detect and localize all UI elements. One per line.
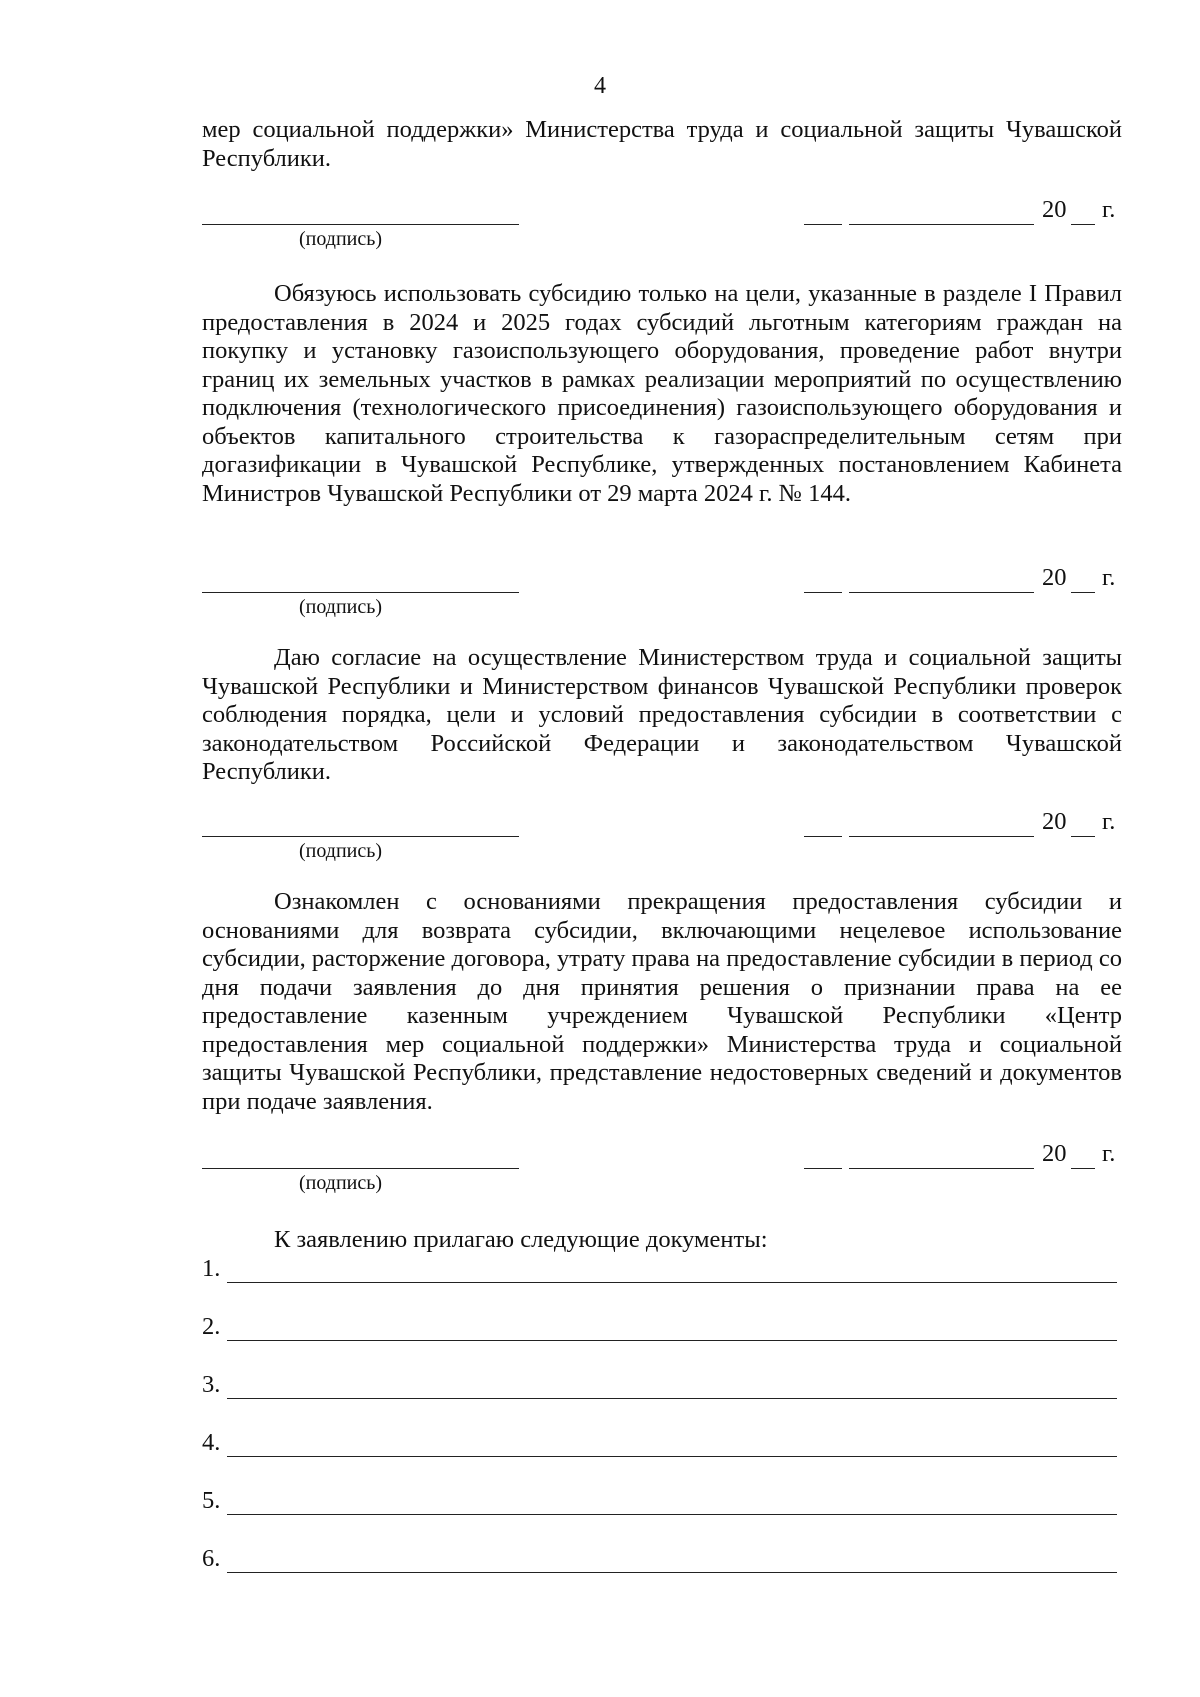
attachment-number: 3. [202,1371,221,1398]
signature-date-block-4 [202,1138,1122,1194]
attachment-item [202,1255,1117,1287]
attachment-line [227,1572,1117,1573]
date-day-line [804,1168,842,1169]
signature-caption: (подпись) [299,1172,383,1194]
date-day-line [804,836,842,837]
signature-date-block-1 [202,194,1122,250]
attachment-item [202,1487,1117,1519]
paragraph-continuation: мер социальной поддержки» Министерства труда и социальной защиты Чувашской Республики. [202,116,1122,172]
date-month-line [849,1168,1034,1169]
signature-date-block-2 [202,562,1122,618]
attachment-number: 1. [202,1255,221,1282]
date-year-suffix: г. [1102,808,1116,835]
date-day-line [804,592,842,593]
signature-caption: (подпись) [299,228,383,250]
date-year-prefix: 20 [1042,196,1067,223]
page-number: 4 [594,73,606,99]
signature-line [202,224,519,225]
attachment-number: 5. [202,1487,221,1514]
attachment-item [202,1371,1117,1403]
date-year-suffix: г. [1102,564,1116,591]
signature-caption: (подпись) [299,596,383,618]
paragraph-acknowledgement: Ознакомлен с основаниями прекращения предоставления субсидии и основаниями для возврата субсидии, включающими нецелевое использование субсидии, расторжение договора, утрату права на предоставление субсидии в период со дня подачи заявления до дня принятия решения о признании права на ее предоставление казенным учреждением Чувашской Республики «Центр предоставления мер социальной поддержки» Министерства труда и социальной защиты Чувашской Республики, представление недостоверных сведений и документов при подаче заявления. [202,888,1122,1115]
date-month-line [849,836,1034,837]
attachment-number: 2. [202,1313,221,1340]
attachments-heading: К заявлению прилагаю следующие документы: [274,1226,768,1253]
date-year-prefix: 20 [1042,1140,1067,1167]
attachment-line [227,1456,1117,1457]
date-month-line [849,224,1034,225]
signature-line [202,836,519,837]
date-year-line [1071,224,1095,225]
signature-line [202,592,519,593]
attachment-line [227,1282,1117,1283]
date-year-line [1071,836,1095,837]
date-year-line [1071,592,1095,593]
date-day-line [804,224,842,225]
attachment-item [202,1429,1117,1461]
date-year-line [1071,1168,1095,1169]
date-year-prefix: 20 [1042,808,1067,835]
date-month-line [849,592,1034,593]
attachment-item [202,1545,1117,1577]
signature-caption: (подпись) [299,840,383,862]
attachment-line [227,1398,1117,1399]
signature-date-block-3 [202,806,1122,862]
attachment-number: 4. [202,1429,221,1456]
date-year-suffix: г. [1102,1140,1116,1167]
attachment-line [227,1340,1117,1341]
date-year-prefix: 20 [1042,564,1067,591]
attachment-number: 6. [202,1545,221,1572]
paragraph-commitment: Обязуюсь использовать субсидию только на цели, указанные в разделе I Правил предоставления в 2024 и 2025 годах субсидий льготным категориям граждан на покупку и установку газоиспользующего оборудования, проведение работ внутри границ их земельных участков в рамках реализации мероприятий по осуществлению подключения (технологического присоединения) газоиспользующего оборудования и объектов капитального строительства к газораспределительным сетям при догазификации в Чувашской Республике, утвержденных постановлением Кабинета Министров Чувашской Республики от 29 марта 2024 г. № 144. [202,280,1122,507]
signature-line [202,1168,519,1169]
attachment-item [202,1313,1117,1345]
paragraph-consent: Даю согласие на осуществление Министерством труда и социальной защиты Чувашской Республики и Министерством финансов Чувашской Республики проверок соблюдения порядка, цели и условий предоставления субсидии в соответствии с законодательством Российской Федерации и законодательством Чувашской Республики. [202,644,1122,785]
attachment-line [227,1514,1117,1515]
date-year-suffix: г. [1102,196,1116,223]
